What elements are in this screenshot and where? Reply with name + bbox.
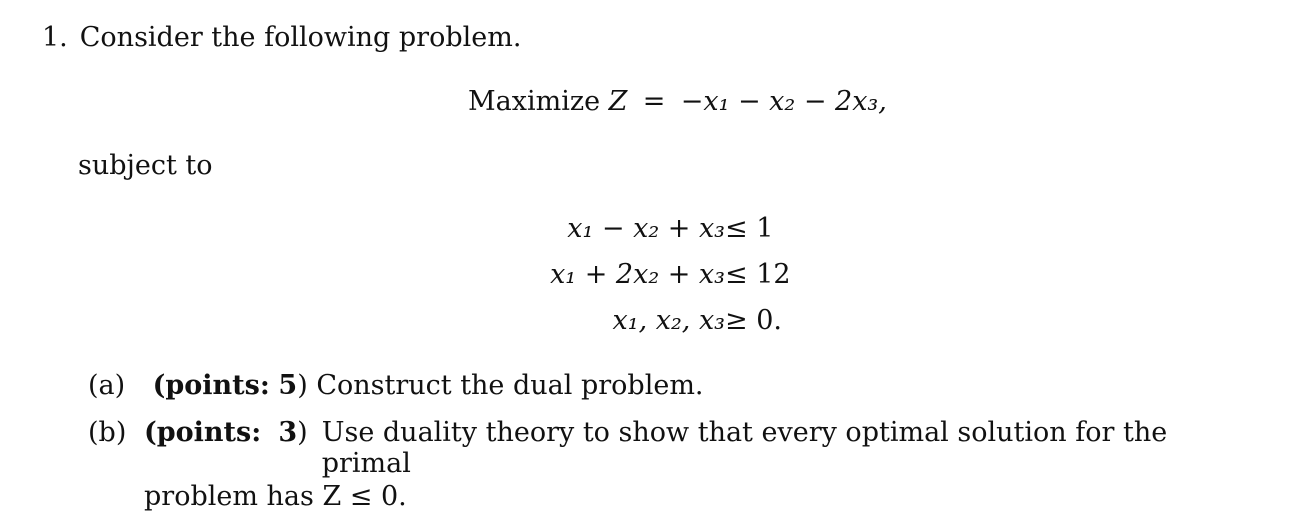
constraint-rhs <box>725 305 782 336</box>
question-number: 1. <box>42 22 68 53</box>
constraint-row <box>520 259 820 305</box>
part-b-points-close: ) <box>297 417 308 448</box>
constraint-value: 1 <box>756 213 774 244</box>
part-a-text: Construct the dual problem. <box>316 370 704 401</box>
constraint-lhs: x₁ + 2x₂ + x₃ <box>550 259 725 290</box>
constraint-rhs <box>725 213 773 244</box>
part-b <box>88 417 1258 512</box>
constraint-lhs: x₁ − x₂ + x₃ <box>567 213 725 244</box>
subject-to-label: subject to <box>78 150 213 181</box>
constraint-value: 0. <box>756 305 782 336</box>
constraint-lhs: x₁, x₂, x₃ <box>612 305 725 336</box>
constraint-relation: ≥ <box>725 305 748 336</box>
constraint-relation: ≤ <box>725 213 748 244</box>
part-b-line-2: problem has Z ≤ 0. <box>144 481 407 512</box>
objective-expression: −x₁ − x₂ − 2x₃, <box>680 86 887 117</box>
constraint-rhs <box>725 259 791 290</box>
objective-prefix: Maximize <box>468 86 601 117</box>
constraint-relation: ≤ <box>725 259 748 290</box>
part-b-line-1 <box>88 417 1258 479</box>
constraints-block <box>520 213 820 351</box>
part-b-label: (b) <box>88 417 127 448</box>
part-a-points-label: (points: <box>152 370 270 401</box>
question-heading <box>42 22 521 53</box>
part-a-points-close: ) <box>297 370 308 401</box>
constraint-row <box>520 213 820 259</box>
part-b-text-line-1: Use duality theory to show that every optimal solution for the primal <box>321 417 1168 479</box>
part-a-label: (a) <box>88 370 126 401</box>
part-b-points <box>144 417 308 479</box>
constraint-row <box>520 305 820 351</box>
objective-variable: Z <box>608 86 628 117</box>
part-b-points-value: 3 <box>278 417 298 448</box>
constraint-value: 12 <box>756 259 791 290</box>
question-intro: Consider the following problem. <box>79 22 522 53</box>
objective-function <box>468 86 887 117</box>
objective-equals: = <box>642 86 666 117</box>
part-a <box>88 370 704 401</box>
part-a-points-value: 5 <box>278 370 298 401</box>
part-b-points-label: (points: <box>144 417 262 448</box>
